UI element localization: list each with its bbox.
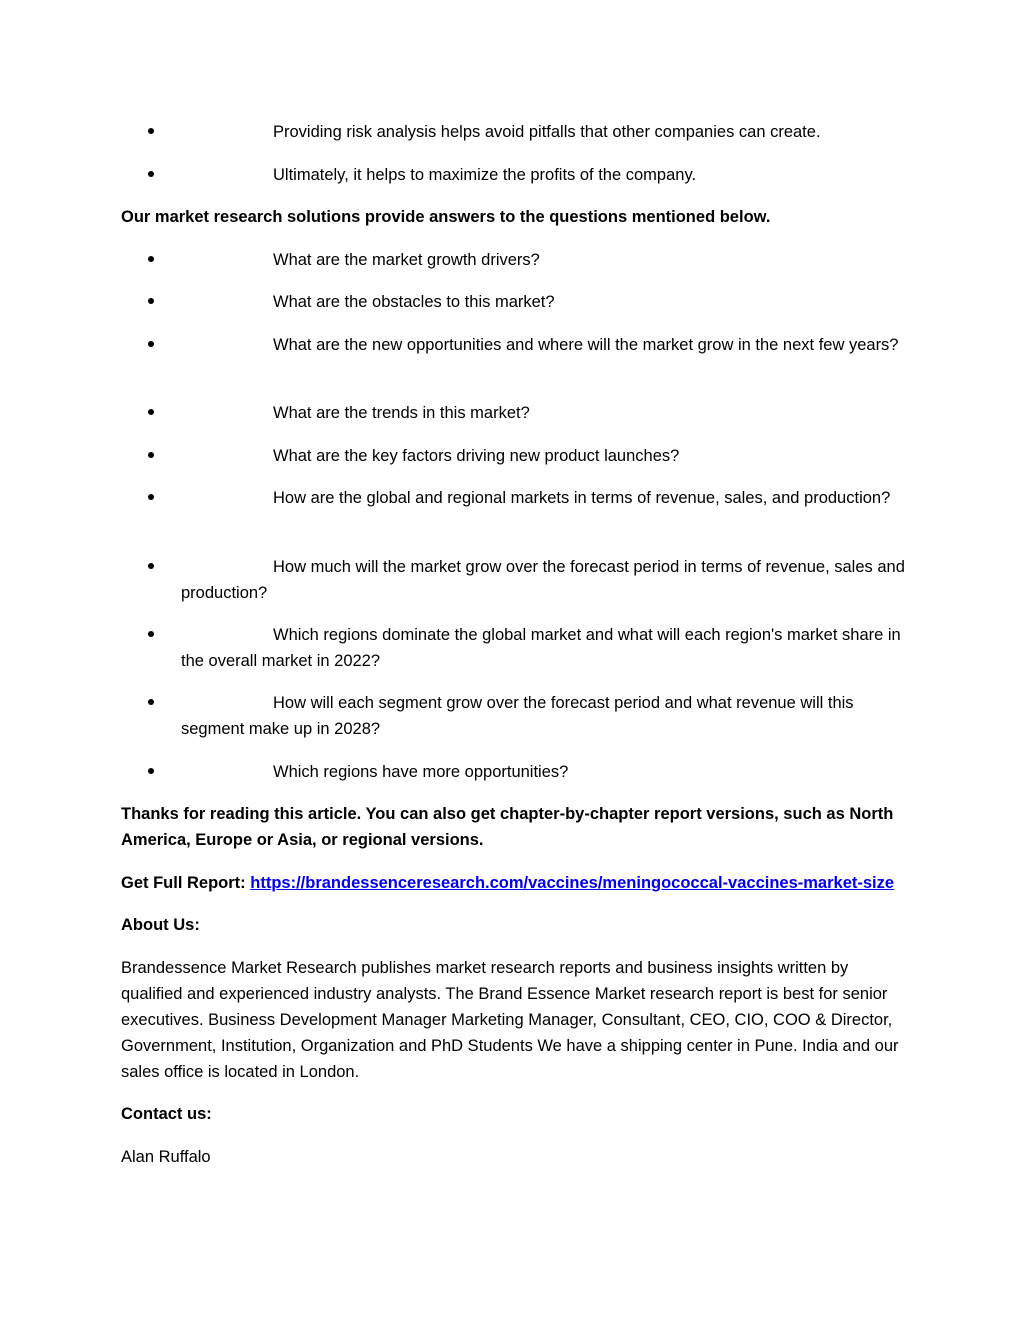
about-body: Brandessence Market Research publishes market research reports and business insights written by qualified and experienced industry analysts. The Brand Essence Market research report is best for senior executives. Business Development Manager Marketing Manager, Consultant, CEO, CIO, COO & Director, Government, Institution, Organization and PhD Students We have a shipping center in Pune. India and our sales office is located in London. [121, 959, 899, 1081]
contact-name: Alan Ruffalo [121, 1148, 211, 1166]
list-item-text: What are the obstacles to this market? [273, 293, 555, 311]
list-item-text: What are the market growth drivers? [273, 251, 540, 269]
contact-heading: Contact us: [121, 1105, 212, 1123]
full-report-link[interactable]: https://brandessenceresearch.com/vaccines/meningococcal-vaccines-market-size [250, 874, 895, 892]
list-item [181, 759, 906, 785]
bullet-icon [148, 494, 154, 500]
full-report-line [121, 870, 911, 896]
list-item [181, 162, 906, 188]
about-heading: About Us: [121, 916, 200, 934]
list-item [181, 332, 906, 358]
bullet-icon [148, 256, 154, 262]
bullet-icon [148, 128, 154, 134]
list-item-text: How will each segment grow over the forecast period and what revenue will this segment make up in 2028? [181, 694, 854, 738]
bullet-icon [148, 298, 154, 304]
list-item-text: How are the global and regional markets in terms of revenue, sales, and production? [273, 489, 891, 507]
list-item [181, 400, 906, 426]
list-item-text: What are the new opportunities and where will the market grow in the next few years? [273, 336, 899, 354]
list-item [181, 247, 906, 273]
list-item-text: What are the key factors driving new product launches? [273, 447, 680, 465]
list-item [181, 622, 906, 674]
list-item [181, 485, 906, 511]
list-item [181, 690, 906, 742]
bullet-icon [148, 563, 154, 569]
bullet-icon [148, 631, 154, 637]
list-item-text: Which regions have more opportunities? [273, 763, 569, 781]
list-item [181, 289, 906, 315]
bullet-icon [148, 452, 154, 458]
thanks-paragraph: Thanks for reading this article. You can also get chapter-by-chapter report versions, such as North America, Europe or Asia, or regional versions. [121, 805, 894, 849]
questions-intro: Our market research solutions provide answers to the questions mentioned below. [121, 208, 771, 226]
list-item [181, 443, 906, 469]
list-item-text: Which regions dominate the global market and what will each region's market share in the overall market in 2022? [181, 626, 901, 670]
bullet-icon [148, 171, 154, 177]
full-report-label: Get Full Report: [121, 874, 246, 892]
list-item [181, 554, 906, 606]
bullet-icon [148, 409, 154, 415]
list-item [181, 119, 906, 145]
bullet-icon [148, 768, 154, 774]
list-item-text: What are the trends in this market? [273, 404, 530, 422]
bullet-icon [148, 341, 154, 347]
bullet-icon [148, 699, 154, 705]
list-item-text: Providing risk analysis helps avoid pitfalls that other companies can create. [273, 123, 821, 141]
list-item-text: How much will the market grow over the forecast period in terms of revenue, sales and production? [181, 558, 905, 602]
list-item-text: Ultimately, it helps to maximize the profits of the company. [273, 166, 697, 184]
